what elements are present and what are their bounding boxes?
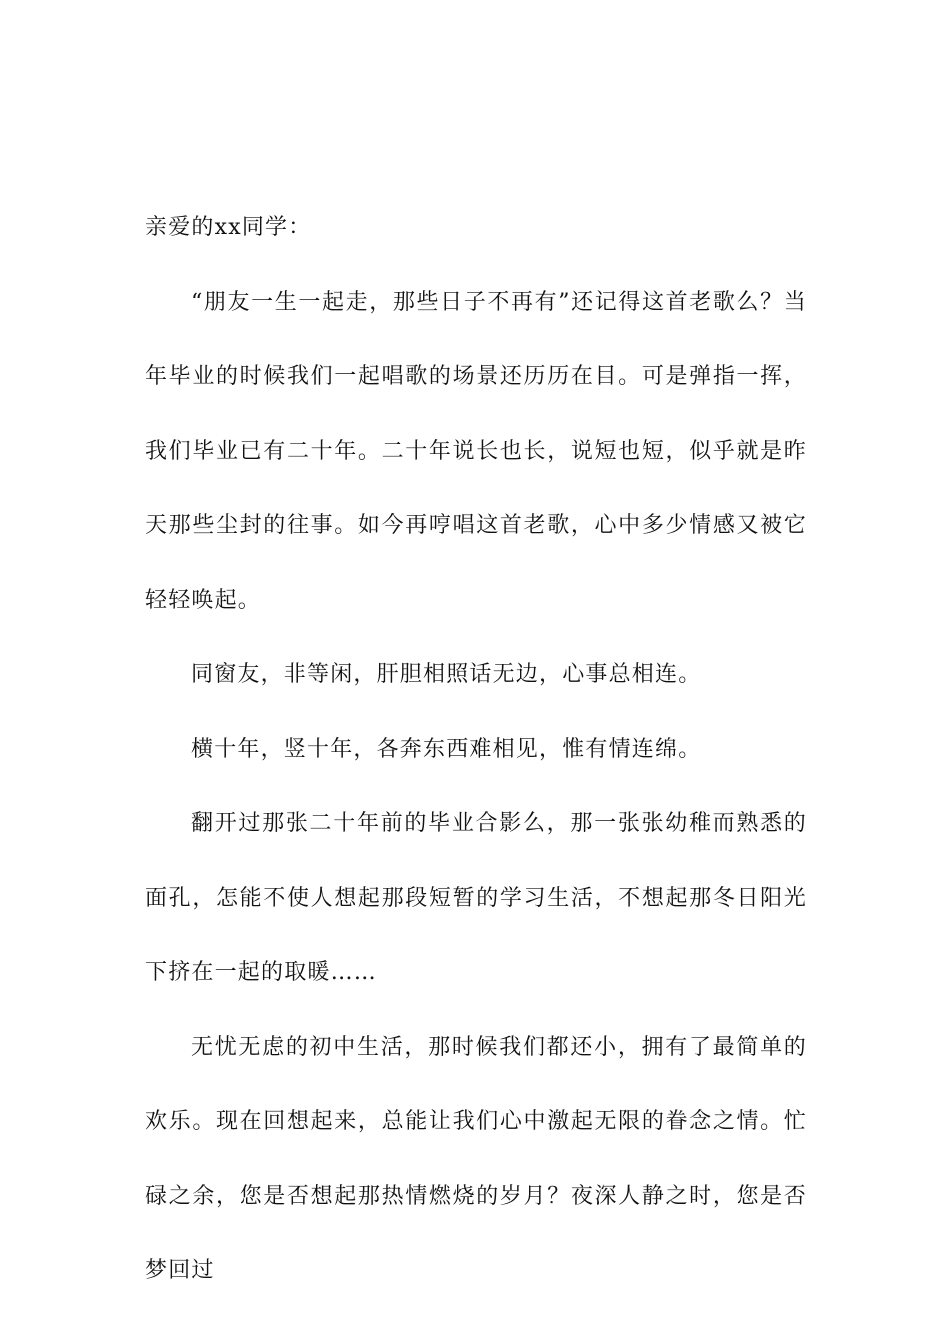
paragraph-1: “朋友一生一起走，那些日子不再有”还记得这首老歌么？当年毕业的时候我们一起唱歌的场景还历历在目。可是弹指一挥，我们毕业已有二十年。二十年说长也长，说短也短，似乎就是昨天那些尘封的往事。如今再哼唱这首老歌，心中多少情感又被它轻轻唤起。: [145, 289, 807, 613]
paragraph-3: 横十年，竖十年，各奔东西难相见，惟有情连绵。: [191, 736, 702, 762]
salutation: 亲爱的xx同学：: [145, 215, 312, 240]
paragraph-5: 无忧无虑的初中生活，那时候我们都还小，拥有了最简单的欢乐。现在回想起来，总能让我们心中激起无限的眷念之情。忙碌之余，您是否想起那热情燃烧的岁月？夜深人静之时，您是否梦回过: [145, 1034, 807, 1283]
paragraph-4: 翻开过那张二十年前的毕业合影么，那一张张幼稚而熟悉的面孔，怎能不使人想起那段短暂的学习生活，不想起那冬日阳光下挤在一起的取暖……: [145, 811, 807, 985]
paragraph-2: 同窗友，非等闲，肝胆相照话无边，心事总相连。: [191, 662, 702, 687]
letter-body: [145, 266, 807, 1309]
